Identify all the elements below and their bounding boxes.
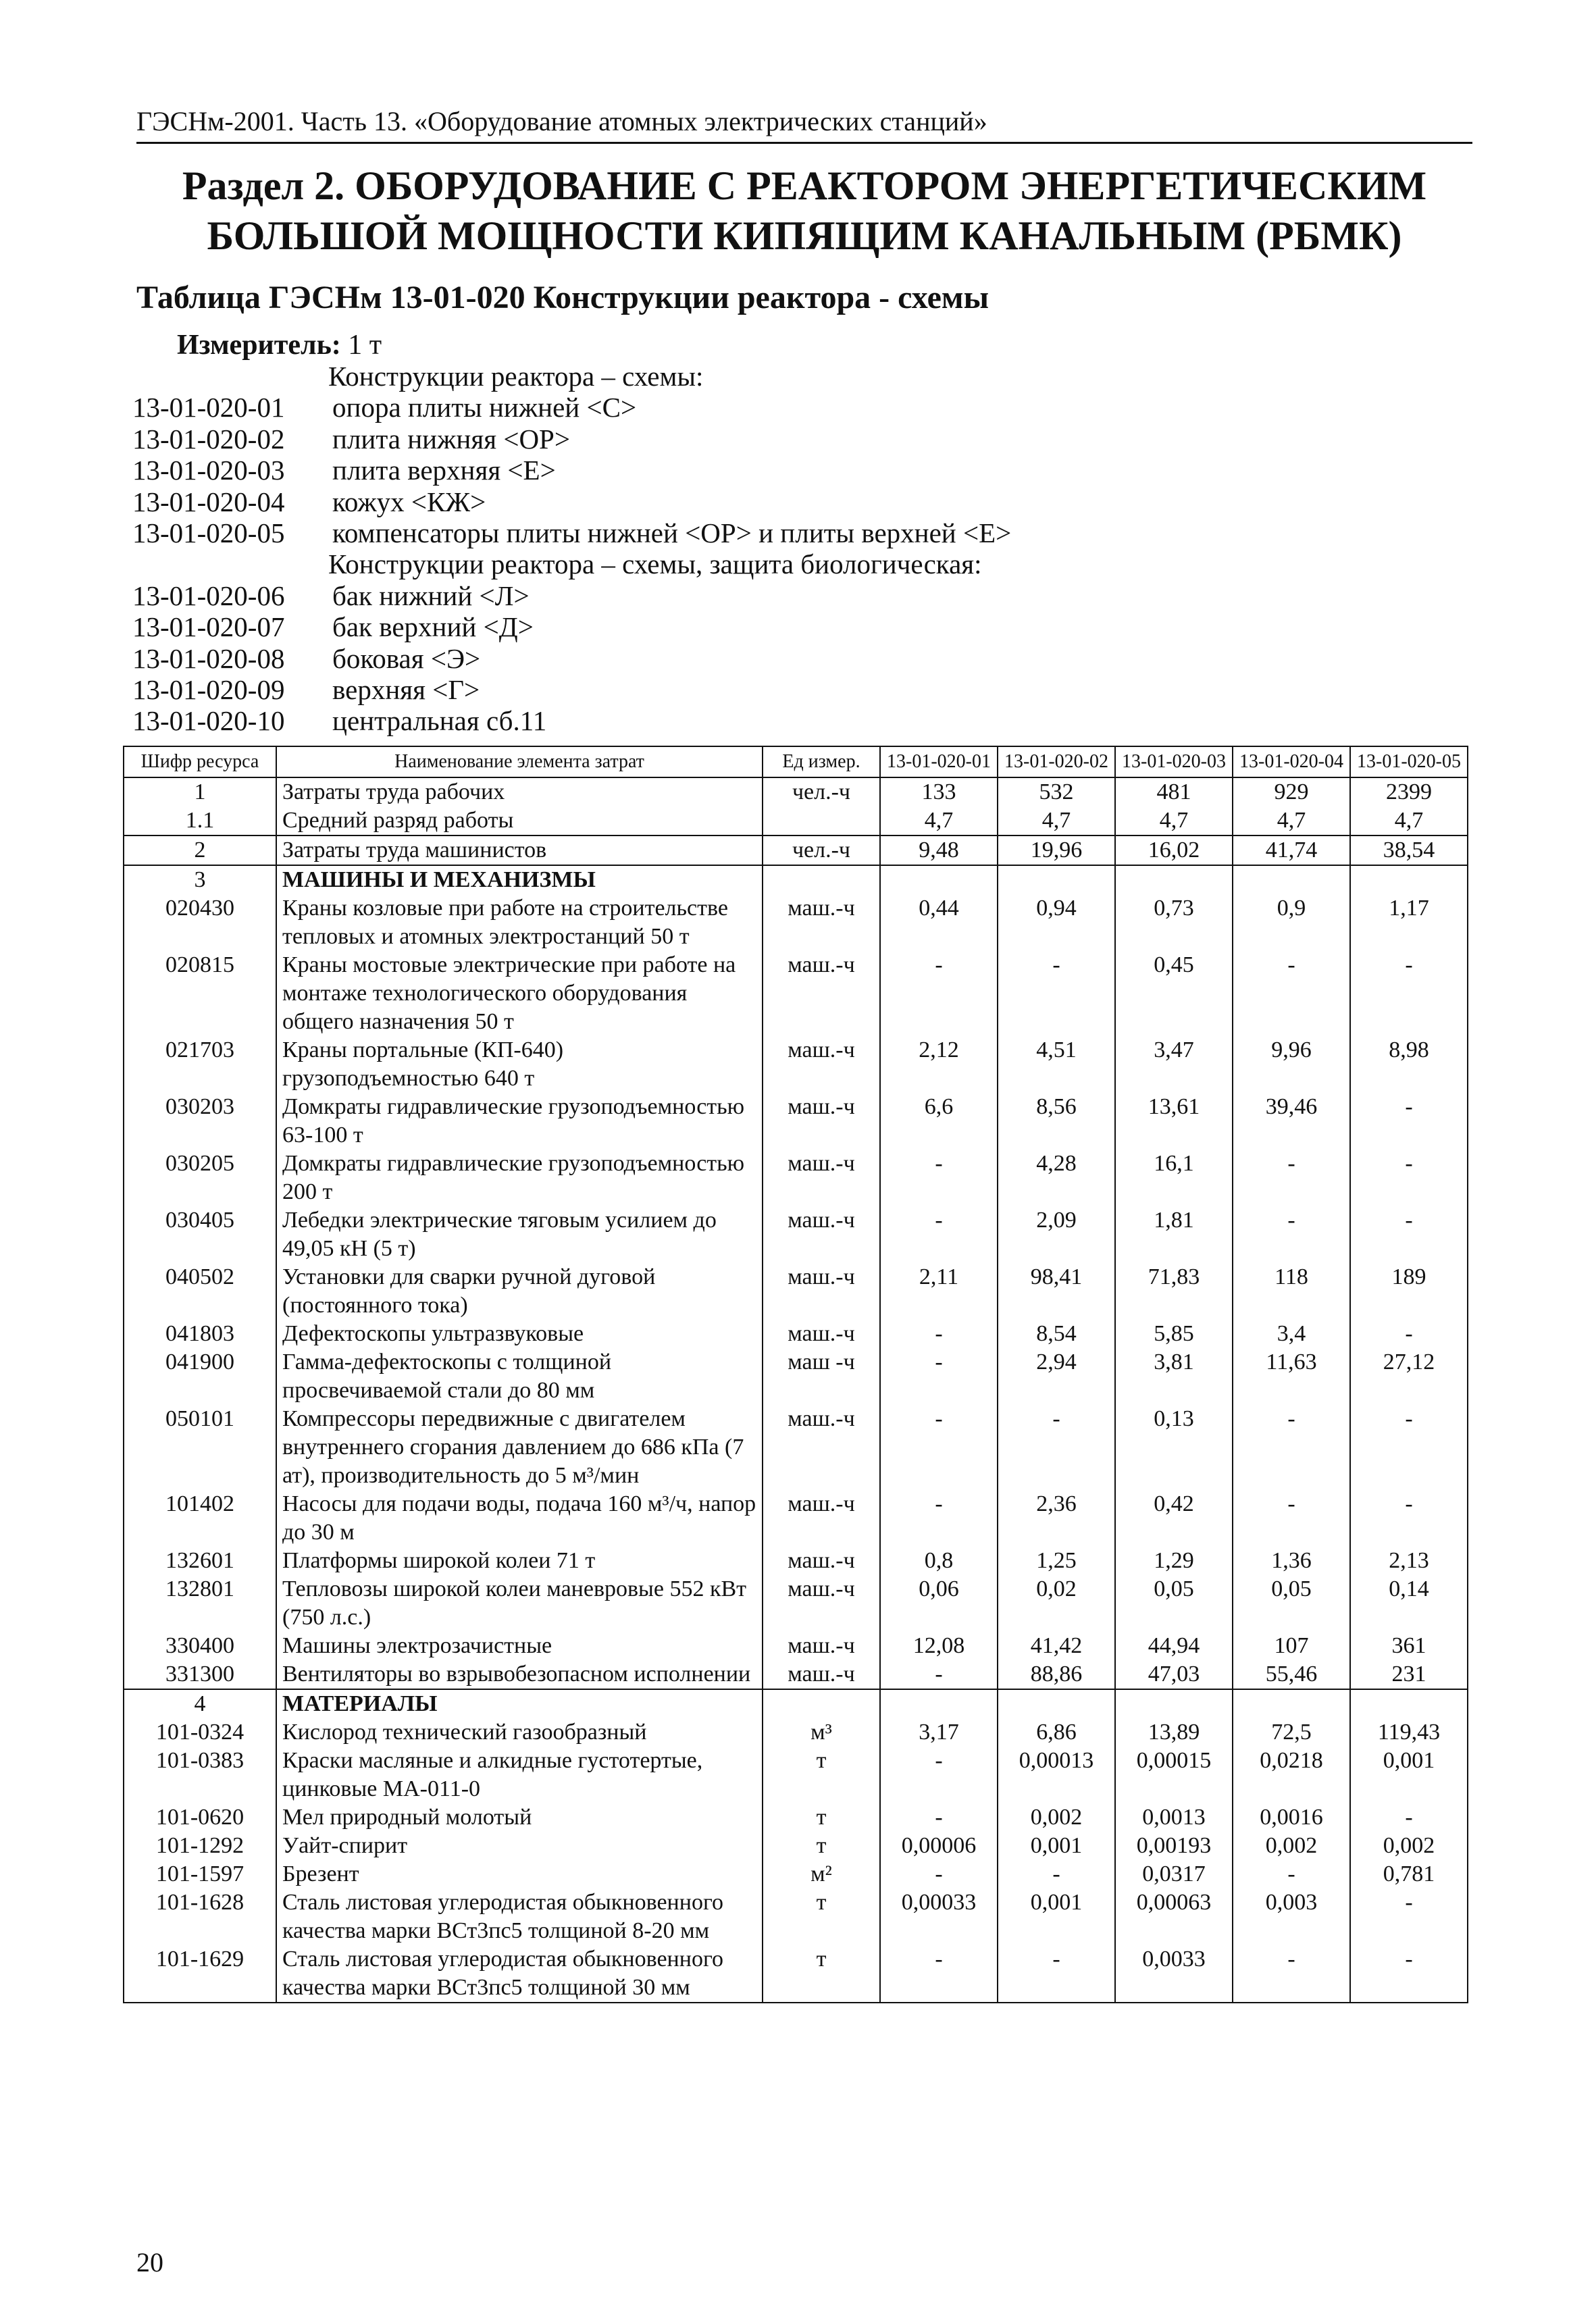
cell-value: 929 [1233,777,1350,806]
cell-value: 4,7 [1233,806,1350,835]
cell-unit: маш.-ч [763,1093,880,1150]
table-row [124,1832,1468,1860]
table-row [124,1660,1468,1689]
cell-value: 1,36 [1233,1547,1350,1575]
cell-value: - [1350,1405,1468,1490]
cell-value: 0,001 [1350,1747,1468,1803]
table-row [124,951,1468,1036]
resource-table [123,746,1468,2003]
section-title-line-2: БОЛЬШОЙ МОЩНОСТИ КИПЯЩИМ КАНАЛЬНЫМ (РБМК) [207,213,1402,258]
cell-unit [763,1689,880,1718]
item-group-text: Конструкции реактора – схемы: [328,361,704,392]
cell-value: 0,00033 [880,1888,998,1945]
cell-value: 0,05 [1233,1575,1350,1632]
header-col-4: 13-01-020-04 [1233,746,1350,777]
cell-code: 030203 [124,1093,276,1150]
cell-name: Дефектоскопы ультразвуковые [276,1320,763,1348]
table-row [124,1747,1468,1803]
cell-unit: т [763,1803,880,1832]
cell-value: - [1233,1150,1350,1206]
item-row [132,455,1213,486]
cell-value: 4,7 [880,806,998,835]
cell-value: 481 [1115,777,1233,806]
cell-value: 0,001 [998,1832,1115,1860]
cell-value: - [1233,1206,1350,1263]
cell-value [1115,1689,1233,1718]
item-code: 13-01-020-07 [132,611,285,643]
item-row [132,423,1213,455]
cell-code: 101-0324 [124,1718,276,1747]
cell-value: - [880,1320,998,1348]
cell-value [998,865,1115,894]
cell-name: Домкраты гидравлические грузоподъемностью 63-100 т [276,1093,763,1150]
cell-value: - [1350,1206,1468,1263]
cell-value: - [1233,1860,1350,1888]
cell-name: Краски масляные и алкидные густотертые, цинковые МА-011-0 [276,1747,763,1803]
cell-value: - [1233,951,1350,1036]
cell-name: Компрессоры передвижные с двигателем внутреннего сгорания давлением до 686 кПа (7 ат), производительность до 5 м³/мин [276,1405,763,1490]
cell-value: - [880,1747,998,1803]
cell-code: 101-1292 [124,1832,276,1860]
cell-value: 13,61 [1115,1093,1233,1150]
table-row [124,894,1468,951]
cell-code: 2 [124,835,276,865]
cell-code: 041803 [124,1320,276,1348]
cell-value: 0,94 [998,894,1115,951]
cell-unit: маш.-ч [763,1575,880,1632]
cell-unit: маш.-ч [763,1405,880,1490]
cell-value: 3,47 [1115,1036,1233,1093]
item-row [132,643,1213,674]
cell-name: Сталь листовая углеродистая обыкновенного качества марки ВСт3пс5 толщиной 30 мм [276,1945,763,2003]
table-row [124,1689,1468,1718]
cell-value [880,865,998,894]
cell-code: 021703 [124,1036,276,1093]
table-row [124,1036,1468,1093]
cell-value: 2,94 [998,1348,1115,1405]
table-row [124,1490,1468,1547]
cell-value: 231 [1350,1660,1468,1689]
cell-value: 0,781 [1350,1860,1468,1888]
cell-value: 0,0013 [1115,1803,1233,1832]
item-code: 13-01-020-05 [132,517,285,549]
cell-value: 19,96 [998,835,1115,865]
cell-code: 4 [124,1689,276,1718]
cell-code: 101402 [124,1490,276,1547]
cell-value: - [880,951,998,1036]
item-row [132,674,1213,705]
cell-value: 2,12 [880,1036,998,1093]
cell-value: 9,96 [1233,1036,1350,1093]
cell-unit: маш.-ч [763,1320,880,1348]
cell-unit: т [763,1945,880,2003]
cell-name: Мел природный молотый [276,1803,763,1832]
cell-name: МАШИНЫ И МЕХАНИЗМЫ [276,865,763,894]
cell-value [1350,1689,1468,1718]
cell-value: 16,02 [1115,835,1233,865]
cell-value: - [998,951,1115,1036]
cell-value: 2399 [1350,777,1468,806]
cell-code: 050101 [124,1405,276,1490]
cell-value: 0,9 [1233,894,1350,951]
cell-name: Брезент [276,1860,763,1888]
cell-value: 8,54 [998,1320,1115,1348]
cell-value: 0,13 [1115,1405,1233,1490]
cell-value: - [998,1405,1115,1490]
cell-value: 118 [1233,1263,1350,1320]
cell-code: 3 [124,865,276,894]
table-row [124,1888,1468,1945]
table-row [124,865,1468,894]
header-code: Шифр ресурса [124,746,276,777]
table-row [124,806,1468,835]
cell-unit: маш.-ч [763,1490,880,1547]
item-text: центральная сб.11 [332,705,547,737]
table-row [124,1320,1468,1348]
cell-value [1233,865,1350,894]
cell-value: - [1350,1490,1468,1547]
cell-value: 4,51 [998,1036,1115,1093]
cell-value: 119,43 [1350,1718,1468,1747]
cell-value: 4,7 [998,806,1115,835]
cell-name: Вентиляторы во взрывобезопасном исполнении [276,1660,763,1689]
header-name: Наименование элемента затрат [276,746,763,777]
cell-value: 0,001 [998,1888,1115,1945]
cell-value: 98,41 [998,1263,1115,1320]
cell-value: - [880,1860,998,1888]
item-text: боковая <Э> [332,642,481,674]
cell-value: 6,6 [880,1093,998,1150]
cell-unit: маш.-ч [763,894,880,951]
cell-code: 1.1 [124,806,276,835]
item-text: компенсаторы плиты нижней <ОР> и плиты верхней <Е> [332,517,1012,549]
cell-value: - [1233,1405,1350,1490]
cell-value: - [1350,1093,1468,1150]
cell-unit: м³ [763,1718,880,1747]
cell-value: 11,63 [1233,1348,1350,1405]
cell-value: 0,003 [1233,1888,1350,1945]
cell-value: 0,002 [1233,1832,1350,1860]
cell-name: МАТЕРИАЛЫ [276,1689,763,1718]
cell-name: Затраты труда рабочих [276,777,763,806]
meter-label: Измеритель: [177,330,341,361]
cell-code: 020430 [124,894,276,951]
table-row [124,1547,1468,1575]
cell-value: 41,74 [1233,835,1350,865]
cell-value: 4,7 [1350,806,1468,835]
item-text: плита нижняя <ОР> [332,423,570,455]
cell-code: 040502 [124,1263,276,1320]
cell-value: 0,002 [1350,1832,1468,1860]
meter [177,328,382,362]
cell-value: - [880,1348,998,1405]
table-row [124,1405,1468,1490]
cell-value: 2,09 [998,1206,1115,1263]
cell-code: 331300 [124,1660,276,1689]
cell-value: 0,45 [1115,951,1233,1036]
item-code: 13-01-020-06 [132,580,285,611]
cell-unit: маш.-ч [763,1632,880,1660]
cell-value: 8,56 [998,1093,1115,1150]
header-col-2: 13-01-020-02 [998,746,1115,777]
page-number: 20 [136,2247,163,2278]
cell-value: 13,89 [1115,1718,1233,1747]
item-code: 13-01-020-02 [132,423,285,455]
table-row [124,835,1468,865]
cell-unit: маш.-ч [763,1206,880,1263]
cell-code: 030205 [124,1150,276,1206]
cell-value: 3,81 [1115,1348,1233,1405]
cell-value: 1,81 [1115,1206,1233,1263]
cell-value: 41,42 [998,1632,1115,1660]
table-row [124,1093,1468,1150]
item-code: 13-01-020-08 [132,642,285,674]
cell-value: 72,5 [1233,1718,1350,1747]
cell-name: Средний разряд работы [276,806,763,835]
item-row [132,486,1213,517]
item-code: 13-01-020-09 [132,674,285,706]
cell-value: - [880,1803,998,1832]
cell-value: 8,98 [1350,1036,1468,1093]
item-code: 13-01-020-03 [132,455,285,486]
item-row [132,611,1213,642]
cell-unit: маш.-ч [763,1263,880,1320]
cell-value: 1,29 [1115,1547,1233,1575]
item-text: верхняя <Г> [332,674,480,706]
cell-code: 101-1628 [124,1888,276,1945]
cell-value: 88,86 [998,1660,1115,1689]
item-text: плита верхняя <Е> [332,455,556,486]
cell-value: 0,44 [880,894,998,951]
cell-value: 0,05 [1115,1575,1233,1632]
cell-value: 2,36 [998,1490,1115,1547]
cell-code: 330400 [124,1632,276,1660]
cell-unit: маш.-ч [763,1547,880,1575]
table-row [124,1263,1468,1320]
table-title: Таблица ГЭСНм 13-01-020 Конструкции реактора - схемы [136,280,989,315]
cell-value: 0,00015 [1115,1747,1233,1803]
cell-value: 133 [880,777,998,806]
section-title-line-1: Раздел 2. ОБОРУДОВАНИЕ С РЕАКТОРОМ ЭНЕРГЕТИЧЕСКИМ [182,163,1427,208]
item-row [132,705,1213,736]
cell-value: - [880,1945,998,2003]
cell-value: 189 [1350,1263,1468,1320]
cell-value: 0,0033 [1115,1945,1233,2003]
cell-code: 1 [124,777,276,806]
cell-name: Краны козловые при работе на строительстве тепловых и атомных электростанций 50 т [276,894,763,951]
item-row [132,580,1213,611]
cell-value: 2,13 [1350,1547,1468,1575]
table-row [124,1945,1468,2003]
item-text: бак нижний <Л> [332,580,530,611]
table-row [124,1575,1468,1632]
cell-value: 0,8 [880,1547,998,1575]
cell-value: 361 [1350,1632,1468,1660]
cell-unit: маш.-ч [763,1150,880,1206]
item-group-text: Конструкции реактора – схемы, защита биологическая: [328,548,982,580]
cell-value: - [1350,1803,1468,1832]
cell-name: Кислород технический газообразный [276,1718,763,1747]
header-col-1: 13-01-020-01 [880,746,998,777]
item-group-heading [132,361,1213,392]
cell-value: 4,7 [1115,806,1233,835]
cell-value: - [880,1490,998,1547]
cell-value: - [880,1405,998,1490]
cell-name: Домкраты гидравлические грузоподъемностью 200 т [276,1150,763,1206]
cell-value: 6,86 [998,1718,1115,1747]
item-text: опора плиты нижней <С> [332,392,637,423]
cell-unit [763,806,880,835]
cell-unit: т [763,1832,880,1860]
cell-value: 3,17 [880,1718,998,1747]
table-row [124,1860,1468,1888]
cell-value: 0,06 [880,1575,998,1632]
table-body [124,777,1468,2003]
cell-value: 0,42 [1115,1490,1233,1547]
cell-value: 107 [1233,1632,1350,1660]
cell-name: Сталь листовая углеродистая обыкновенного качества марки ВСт3пс5 толщиной 8-20 мм [276,1888,763,1945]
work-items-list [132,361,1213,737]
cell-name: Гамма-дефектоскопы с толщиной просвечиваемой стали до 80 мм [276,1348,763,1405]
cell-value: 0,00006 [880,1832,998,1860]
cell-value: 16,1 [1115,1150,1233,1206]
item-text: кожух <КЖ> [332,486,486,517]
cell-value: 27,12 [1350,1348,1468,1405]
table-row [124,1632,1468,1660]
cell-value: - [1233,1945,1350,2003]
cell-value: 0,00193 [1115,1832,1233,1860]
cell-value: 5,85 [1115,1320,1233,1348]
table-header-row [124,746,1468,777]
cell-code: 132601 [124,1547,276,1575]
cell-value: 1,25 [998,1547,1115,1575]
cell-code: 030405 [124,1206,276,1263]
cell-value: - [1350,1888,1468,1945]
header-col-3: 13-01-020-03 [1115,746,1233,777]
cell-value: 532 [998,777,1115,806]
cell-value: 4,28 [998,1150,1115,1206]
item-row [132,392,1213,423]
cell-value: 0,0016 [1233,1803,1350,1832]
cell-value: 0,02 [998,1575,1115,1632]
cell-name: Лебедки электрические тяговым усилием до 49,05 кН (5 т) [276,1206,763,1263]
table-row [124,1150,1468,1206]
cell-value: - [1233,1490,1350,1547]
cell-unit: т [763,1888,880,1945]
cell-code: 101-1597 [124,1860,276,1888]
cell-name: Уайт-спирит [276,1832,763,1860]
cell-name: Тепловозы широкой колеи маневровые 552 кВт (750 л.с.) [276,1575,763,1632]
cell-value [880,1689,998,1718]
cell-code: 101-1629 [124,1945,276,2003]
cell-value: 2,11 [880,1263,998,1320]
running-header: ГЭСНм-2001. Часть 13. «Оборудование атомных электрических станций» [136,105,1472,144]
cell-value: - [1350,951,1468,1036]
cell-value: 47,03 [1115,1660,1233,1689]
cell-code: 132801 [124,1575,276,1632]
cell-value [1115,865,1233,894]
cell-value: 0,00013 [998,1747,1115,1803]
cell-name: Платформы широкой колеи 71 т [276,1547,763,1575]
item-code: 13-01-020-04 [132,486,285,517]
meter-value: 1 т [348,330,382,361]
table-row [124,1348,1468,1405]
table-row [124,777,1468,806]
cell-value: 0,73 [1115,894,1233,951]
cell-value: 0,0218 [1233,1747,1350,1803]
item-code: 13-01-020-10 [132,705,285,737]
table-row [124,1206,1468,1263]
cell-value: 1,17 [1350,894,1468,951]
cell-code: 101-0620 [124,1803,276,1832]
cell-value: 55,46 [1233,1660,1350,1689]
cell-value: 0,002 [998,1803,1115,1832]
cell-name: Насосы для подачи воды, подача 160 м³/ч, напор до 30 м [276,1490,763,1547]
cell-name: Машины электрозачистные [276,1632,763,1660]
item-group-heading [132,548,1213,580]
cell-unit: м² [763,1860,880,1888]
item-text: бак верхний <Д> [332,611,534,643]
cell-value: 0,0317 [1115,1860,1233,1888]
cell-code: 020815 [124,951,276,1036]
cell-value: 0,14 [1350,1575,1468,1632]
cell-code: 041900 [124,1348,276,1405]
cell-unit: маш.-ч [763,1036,880,1093]
cell-value: - [1350,1945,1468,2003]
cell-value: - [880,1150,998,1206]
cell-value: - [1350,1320,1468,1348]
cell-name: Затраты труда машинистов [276,835,763,865]
cell-value: 39,46 [1233,1093,1350,1150]
cell-unit: чел.-ч [763,835,880,865]
item-code: 13-01-020-01 [132,392,285,423]
cell-unit: маш.-ч [763,951,880,1036]
cell-value: 71,83 [1115,1263,1233,1320]
cell-value: 9,48 [880,835,998,865]
cell-value: 12,08 [880,1632,998,1660]
header-unit: Ед измер. [763,746,880,777]
cell-value: 44,94 [1115,1632,1233,1660]
cell-unit: т [763,1747,880,1803]
cell-value [1233,1689,1350,1718]
table-row [124,1718,1468,1747]
cell-value [1350,865,1468,894]
section-title [136,161,1472,261]
cell-name: Краны мостовые электрические при работе на монтаже технологического оборудования общего назначения 50 т [276,951,763,1036]
cell-value: 3,4 [1233,1320,1350,1348]
cell-unit: маш.-ч [763,1660,880,1689]
cell-unit: чел.-ч [763,777,880,806]
item-row [132,517,1213,548]
cell-name: Краны портальные (КП-640) грузоподъемностью 640 т [276,1036,763,1093]
cell-value: 38,54 [1350,835,1468,865]
cell-value: - [1350,1150,1468,1206]
cell-value: - [998,1945,1115,2003]
cell-value: - [998,1860,1115,1888]
cell-value: - [880,1206,998,1263]
cell-value [998,1689,1115,1718]
cell-unit: маш -ч [763,1348,880,1405]
cell-unit [763,865,880,894]
cell-value: 0,00063 [1115,1888,1233,1945]
cell-name: Установки для сварки ручной дуговой (постоянного тока) [276,1263,763,1320]
table-row [124,1803,1468,1832]
cell-value: - [880,1660,998,1689]
cell-code: 101-0383 [124,1747,276,1803]
header-col-5: 13-01-020-05 [1350,746,1468,777]
